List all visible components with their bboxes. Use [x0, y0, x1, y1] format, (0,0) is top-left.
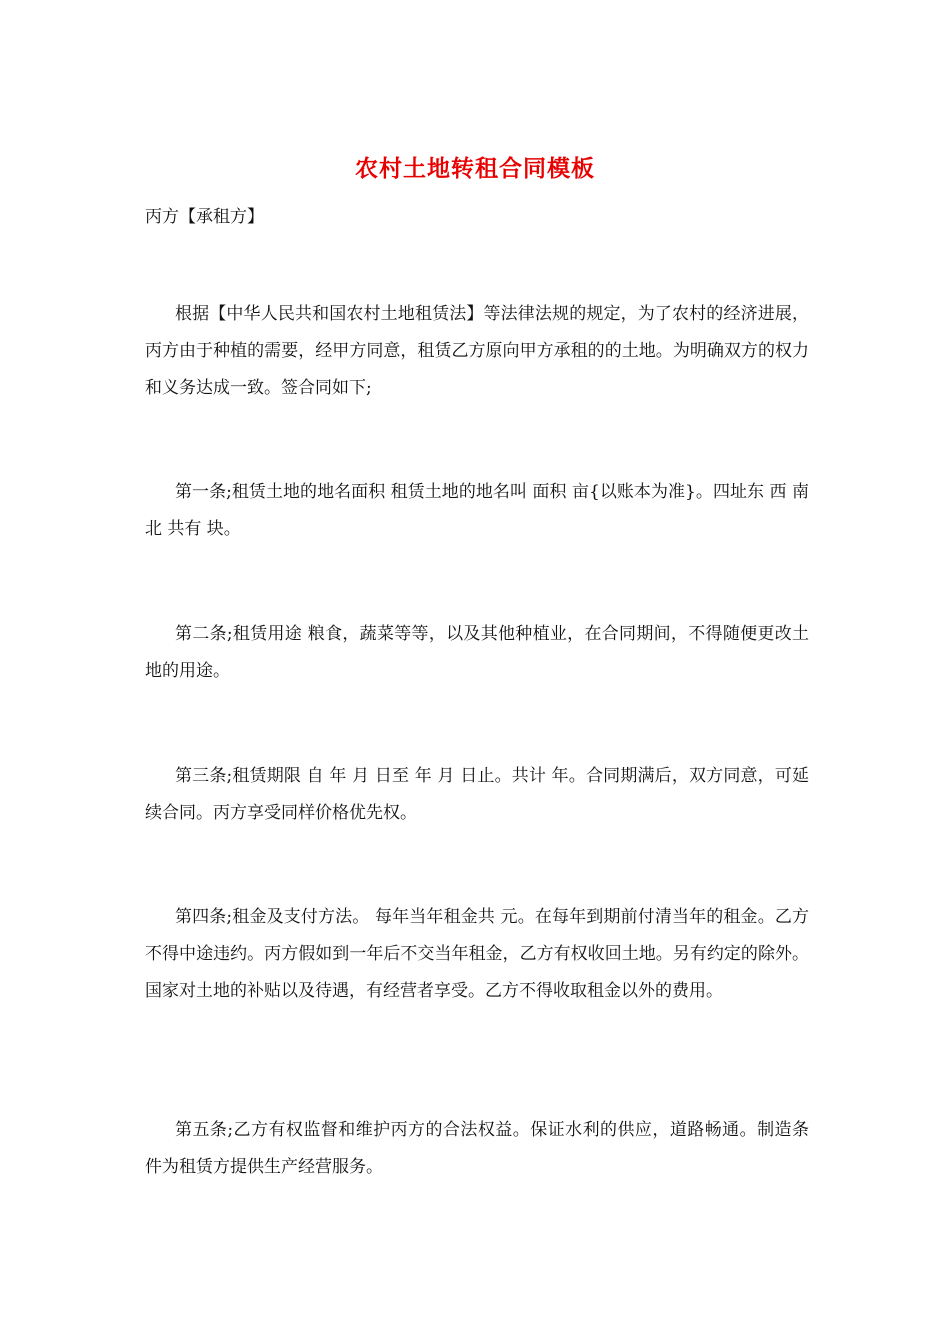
party-line: 丙方【承租方】	[145, 207, 264, 227]
article-1-paragraph: 第一条;租赁土地的地名面积 租赁土地的地名叫 面积 亩{以账本为准}。四址东 西 南 北 共有 块。	[145, 482, 809, 539]
intro-paragraph: 根据【中华人民共和国农村土地租赁法】等法律法规的规定，为了农村的经济进展，丙方由于种植的需要，经甲方同意，租赁乙方原向甲方承租的的土地。为明确双方的权力和义务达成一致。签合同如下;	[145, 304, 809, 398]
article-3-paragraph: 第三条;租赁期限 自 年 月 日至 年 月 日止。共计 年。合同期满后，双方同意，可延续合同。丙方享受同样价格优先权。	[145, 766, 809, 823]
article-5-paragraph: 第五条;乙方有权监督和维护丙方的合法权益。保证水利的供应，道路畅通。制造条件为租赁方提供生产经营服务。	[145, 1120, 809, 1177]
article-2-paragraph: 第二条;租赁用途 粮食，蔬菜等等，以及其他种植业，在合同期间，不得随便更改土地的用途。	[145, 624, 809, 681]
document-title: 农村土地转租合同模板	[355, 155, 595, 182]
article-4-paragraph: 第四条;租金及支付方法。 每年当年租金共 元。在每年到期前付清当年的租金。乙方不得中途违约。丙方假如到一年后不交当年租金，乙方有权收回土地。另有约定的除外。国家对土地的补贴以及待遇，有经营者享受。乙方不得收取租金以外的费用。	[145, 907, 809, 1001]
